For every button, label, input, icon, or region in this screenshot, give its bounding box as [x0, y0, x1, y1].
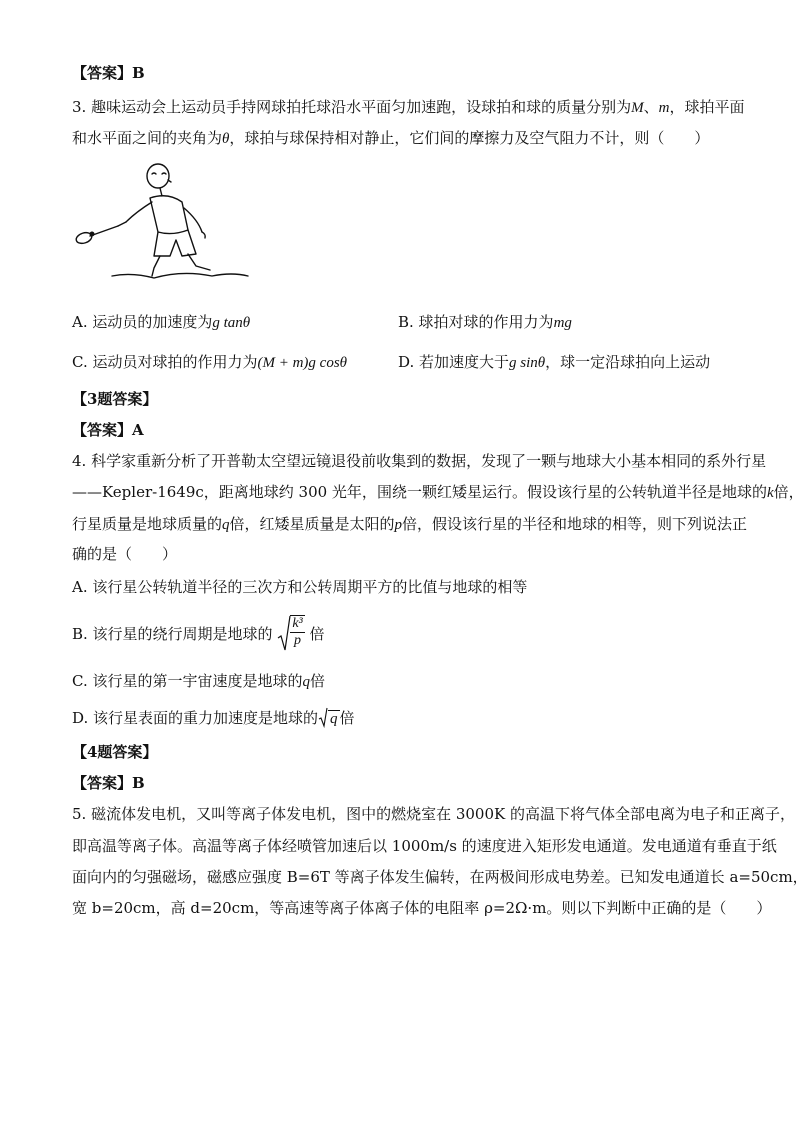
option-label: B. 球拍对球的作用力为: [398, 313, 554, 331]
separator: 、: [643, 98, 659, 116]
q3-text-end: ，球拍平面: [669, 98, 745, 116]
q3-option-c[interactable]: [72, 352, 347, 373]
option-label: B. 该行星的绕行周期是地球的: [72, 625, 273, 643]
runner-head: [147, 164, 169, 188]
q3-text: 3. 趣味运动会上运动员手持网球拍托球沿水平面匀加速跑，设球拍和球的质量分别为: [72, 98, 632, 116]
q4-option-a[interactable]: A. 该行星公转轨道半径的三次方和公转周期平方的比值与地球的相等: [72, 578, 528, 596]
q3-answer-title: 【3题答案】: [72, 390, 158, 408]
q5-stem-line4: 宽 b=20cm，高 d=20cm，等高速等离子体离子体的电阻率 ρ=2Ω·m。则以下判断中正确的是（ ）: [72, 899, 772, 917]
mass-m: m: [658, 100, 670, 116]
option-label: D. 该行星表面的重力加速度是地球的: [72, 709, 319, 727]
q3-stem-line1: [72, 97, 744, 118]
fraction-numerator: k³: [292, 616, 303, 631]
q5-stem-line2: 即高温等离子体。高温等离子体经喷管加速后以 1000m/s 的速度进入矩形发电通道。发电通道有垂直于纸: [72, 837, 777, 855]
q4-stem-line1: 4. 科学家重新分析了开普勒太空望远镜退役前收集到的数据，发现了一颗与地球大小基本相同的系外行星: [72, 452, 767, 470]
answer-label: 【答案】B: [72, 64, 145, 82]
q4-option-c[interactable]: [72, 671, 325, 692]
option-math: g sinθ: [509, 355, 546, 371]
var-q: q: [222, 517, 230, 533]
q4-answer-title: 【4题答案】: [72, 743, 158, 761]
q4-text: 倍，假设该行星的半径和地球的相等，则下列说法正: [402, 515, 748, 533]
runner-torso: [150, 196, 188, 234]
option-label: A. 运动员的加速度为: [72, 313, 213, 331]
runner-figure: [72, 160, 252, 280]
runner-arm: [126, 202, 152, 222]
q3-text: ，球拍与球保持相对静止，它们间的摩擦力及空气阻力不计，则（ ）: [229, 129, 710, 147]
q4-text: ——Kepler-1649c，距离地球约 300 光年，围绕一颗红矮星运行。假设该行星的公转轨道半径是地球的: [72, 483, 767, 501]
sqrt-sign: [318, 706, 328, 728]
option-label: C. 该行星的第一宇宙速度是地球的: [72, 672, 303, 690]
runner-leg-right: [188, 254, 210, 270]
q3-stem-line2: [72, 128, 709, 149]
var-k: k: [766, 485, 774, 501]
angle-theta: θ: [222, 131, 230, 147]
option-math: q: [330, 711, 338, 727]
option-math: (M + m)g cosθ: [257, 355, 348, 371]
option-math: mg: [553, 315, 572, 331]
option-text: 倍: [309, 672, 325, 690]
q5-stem-line1: 5. 磁流体发电机，又叫等离子体发电机，图中的燃烧室在 3000K 的高温下将气体全部电离为电子和正离子，: [72, 805, 796, 823]
option-label: D. 若加速度大于: [398, 353, 510, 371]
sqrt-expression: [318, 706, 340, 729]
q4-text: 倍，: [773, 483, 804, 501]
ball: [90, 232, 95, 237]
q3-option-d[interactable]: [398, 352, 710, 373]
q3-text: 和水平面之间的夹角为: [72, 129, 223, 147]
runner-leg-left: [152, 256, 160, 276]
option-text: ，球一定沿球拍向上运动: [545, 353, 711, 371]
fraction-denominator: p: [294, 633, 302, 648]
option-math: g tanθ: [212, 315, 251, 331]
option-text: 倍: [339, 709, 355, 727]
q4-option-b[interactable]: [72, 614, 325, 654]
sqrt-expression: [277, 614, 304, 654]
q4-answer: 【答案】B: [72, 774, 145, 792]
q3-option-a[interactable]: [72, 312, 250, 333]
q5-stem-line3: 面向内的匀强磁场，磁感应强度 B=6T 等离子体发生偏转，在两极间形成电势差。已知发电通道长 a=50cm，: [72, 868, 808, 886]
q4-stem-line3: [72, 514, 747, 535]
q4-option-d[interactable]: [72, 706, 355, 729]
var-p: p: [394, 517, 403, 533]
q4-stem-line4: 确的是（ ）: [72, 545, 178, 563]
option-math: q: [302, 674, 310, 690]
q3-option-b[interactable]: [398, 312, 572, 333]
q4-text: 行星质量是地球质量的: [72, 515, 223, 533]
sqrt-sign: [277, 614, 291, 654]
q4-text: 倍，红矮星质量是太阳的: [229, 515, 395, 533]
option-label: C. 运动员对球拍的作用力为: [72, 353, 258, 371]
mass-M: M: [631, 100, 644, 116]
q3-answer: 【答案】A: [72, 421, 144, 439]
ground-line: [112, 273, 248, 278]
q4-stem-line2: [72, 482, 804, 503]
option-text: 倍: [309, 625, 325, 643]
